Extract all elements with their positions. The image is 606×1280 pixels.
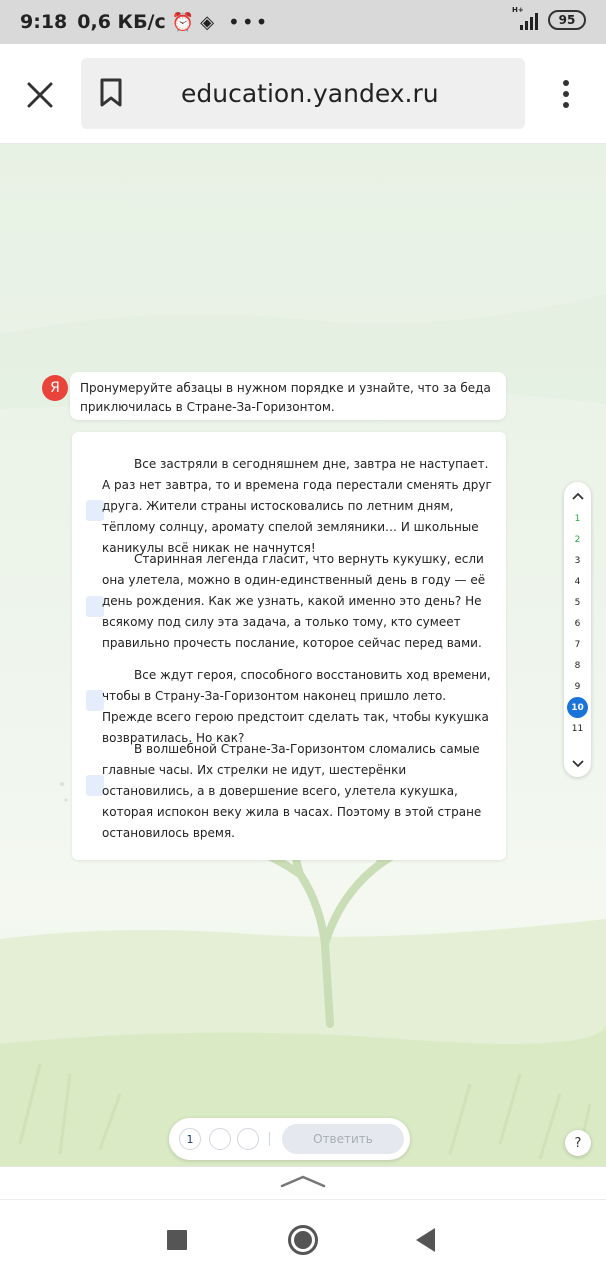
chevron-up-icon [280, 1174, 326, 1188]
paragraphs-card [72, 432, 506, 860]
pager-item-1[interactable]: 1 [574, 513, 581, 524]
browser-toolbar [0, 44, 606, 144]
pager-item-9[interactable]: 9 [574, 681, 581, 692]
home-button[interactable] [288, 1225, 318, 1255]
close-icon [26, 81, 54, 109]
chevron-down-icon [572, 760, 584, 768]
more-notifications-icon: ••• [228, 10, 270, 34]
browser-menu-button[interactable] [556, 74, 576, 114]
close-button[interactable] [22, 77, 58, 113]
pager-item-2[interactable]: 2 [574, 534, 581, 545]
more-vertical-icon [563, 80, 569, 86]
system-navigation-bar [0, 1200, 606, 1280]
battery-icon: 95 [548, 10, 586, 30]
help-button[interactable]: ? [565, 1130, 591, 1156]
pager-item-4[interactable]: 4 [574, 576, 581, 587]
pager-item-5[interactable]: 5 [574, 597, 581, 608]
pager-up-button[interactable] [564, 486, 591, 506]
answer-button[interactable]: Ответить [282, 1124, 404, 1154]
bottom-sheet-handle[interactable] [0, 1166, 606, 1200]
bookmark-icon[interactable] [99, 78, 123, 108]
alarm-off-icon: ⏰ [171, 11, 195, 33]
task-prompt: Пронумеруйте абзацы в нужном порядке и узнайте, что за беда приключилась в Стране-За-Горизонтом. [70, 372, 506, 420]
yandex-logo: Я [42, 375, 68, 401]
paragraph-text: Все ждут героя, способного восстановить ход времени, чтобы в Страну-За-Горизонтом наконец пришло лето. Прежде всего герою предстоит сделать так, чтобы кукушка возвратилась. Но как? [102, 668, 491, 745]
answer-step-3[interactable] [237, 1128, 259, 1150]
answer-bar [169, 1118, 410, 1160]
task-pager [564, 482, 591, 777]
paragraph-text: Старинная легенда гласит, что вернуть кукушку, если она улетела, можно в один-единственный день в году — её день рождения. Как же узнать, какой именно это день? Не всякому под силу эта задача, а только тому, кто сумеет правильно прочесть послание, которое сейчас перед вами. [102, 552, 486, 650]
network-type: H+ [512, 6, 524, 14]
pager-item-10[interactable] [564, 697, 591, 718]
back-button[interactable] [416, 1228, 435, 1252]
status-speed: 0,6 КБ/с [77, 11, 166, 33]
lesson-content [0, 144, 606, 1166]
chevron-up-icon [572, 492, 584, 500]
home-icon [294, 1231, 312, 1249]
answer-step-1[interactable]: 1 [179, 1128, 201, 1150]
pager-down-button[interactable] [564, 754, 591, 774]
status-bar [0, 0, 606, 44]
signal-icon [512, 6, 538, 30]
recent-apps-button[interactable] [167, 1230, 187, 1250]
pager-item-8[interactable]: 8 [574, 660, 581, 671]
paragraph-text: Все застряли в сегодняшнем дне, завтра не наступает. А раз нет завтра, то и времена года перестали сменять друг друга. Жители страны истосковались по летним дням, тёплому солнцу, аромату спелой земляники… И школьные каникулы всё никак не начнутся! [102, 457, 492, 555]
app-notification-icon: ◈ [200, 11, 215, 33]
pager-item-label: 10 [567, 697, 588, 718]
divider [269, 1132, 270, 1146]
pager-item-6[interactable]: 6 [574, 618, 581, 629]
answer-step-2[interactable] [209, 1128, 231, 1150]
pager-item-7[interactable]: 7 [574, 639, 581, 650]
url-text[interactable]: education.yandex.ru [181, 79, 439, 108]
address-bar[interactable] [81, 58, 525, 129]
pager-item-11[interactable]: 11 [571, 723, 584, 734]
status-time: 9:18 [20, 11, 68, 33]
paragraph-text: В волшебной Стране-За-Горизонтом сломались самые главные часы. Их стрелки не идут, шестерёнки остановились, а в довершение всего, улетела кукушка, которая испокон веку жила в часах. Поэтому в этой стране остановилось время. [102, 742, 482, 840]
pager-item-3[interactable]: 3 [574, 555, 581, 566]
